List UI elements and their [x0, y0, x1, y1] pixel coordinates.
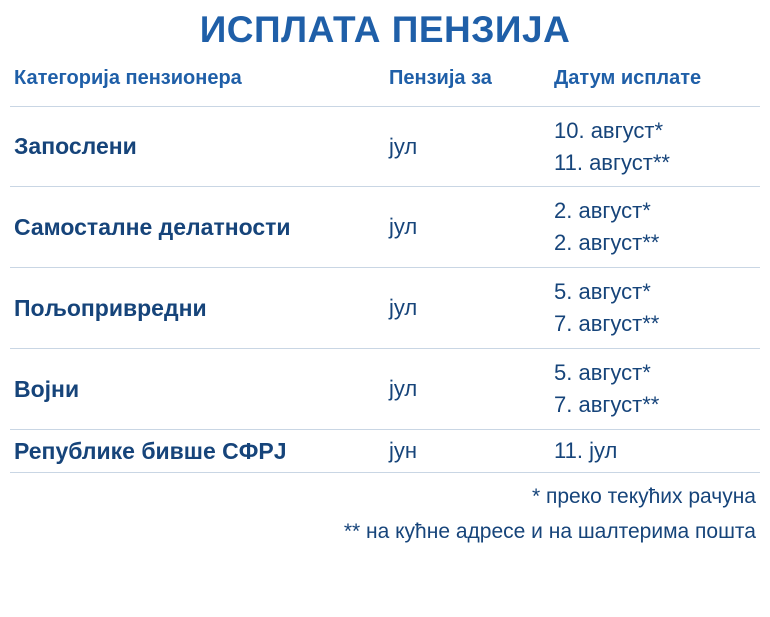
cell-period: јул: [385, 187, 550, 268]
payout-date-secondary: 7. август**: [554, 311, 660, 337]
payout-date-secondary: 7. август**: [554, 391, 660, 417]
table-row: [10, 187, 760, 268]
table-row: [10, 429, 760, 471]
cell-dates: [550, 187, 760, 268]
table-row: [10, 349, 760, 430]
payout-date-primary: 11. јул: [554, 437, 618, 463]
cell-category: Самосталне делатности: [10, 187, 385, 268]
payout-date-primary: 10. август*: [554, 117, 664, 143]
cell-dates: [550, 349, 760, 430]
cell-period: јул: [385, 268, 550, 349]
cell-period: јул: [385, 349, 550, 430]
cell-category: Пољопривредни: [10, 268, 385, 349]
pension-payout-table: [10, 57, 760, 472]
table-body: [10, 106, 760, 472]
footnote-two: ** на кућне адресе и на шалтерима пошта: [343, 520, 756, 543]
payout-date-secondary: 2. август**: [554, 230, 660, 256]
cell-dates: [550, 268, 760, 349]
payout-date-secondary: 11. август**: [554, 149, 670, 175]
cell-category: Запослени: [10, 106, 385, 187]
footnote-one: * преко текућих рачуна: [531, 484, 756, 508]
table-row: [10, 268, 760, 349]
cell-category: Републике бивше СФРЈ: [10, 429, 385, 471]
footnotes: [10, 472, 760, 550]
page-title: ИСПЛАТА ПЕНЗИЈА: [199, 9, 571, 50]
cell-period: јун: [385, 429, 550, 471]
table-header-row: [10, 57, 760, 107]
payout-date-primary: 2. август*: [554, 198, 651, 224]
cell-period: јул: [385, 106, 550, 187]
column-header-period: Пензија за: [389, 66, 492, 89]
payout-date-primary: 5. август*: [554, 279, 651, 305]
payout-date-primary: 5. август*: [554, 360, 651, 386]
table-header: [10, 57, 760, 107]
cell-dates: [550, 106, 760, 187]
cell-dates: [550, 429, 760, 471]
column-header-date: Датум исплате: [554, 66, 702, 89]
cell-category: Војни: [10, 349, 385, 430]
column-header-category: Категорија пензионера: [14, 66, 242, 89]
table-row: [10, 106, 760, 187]
